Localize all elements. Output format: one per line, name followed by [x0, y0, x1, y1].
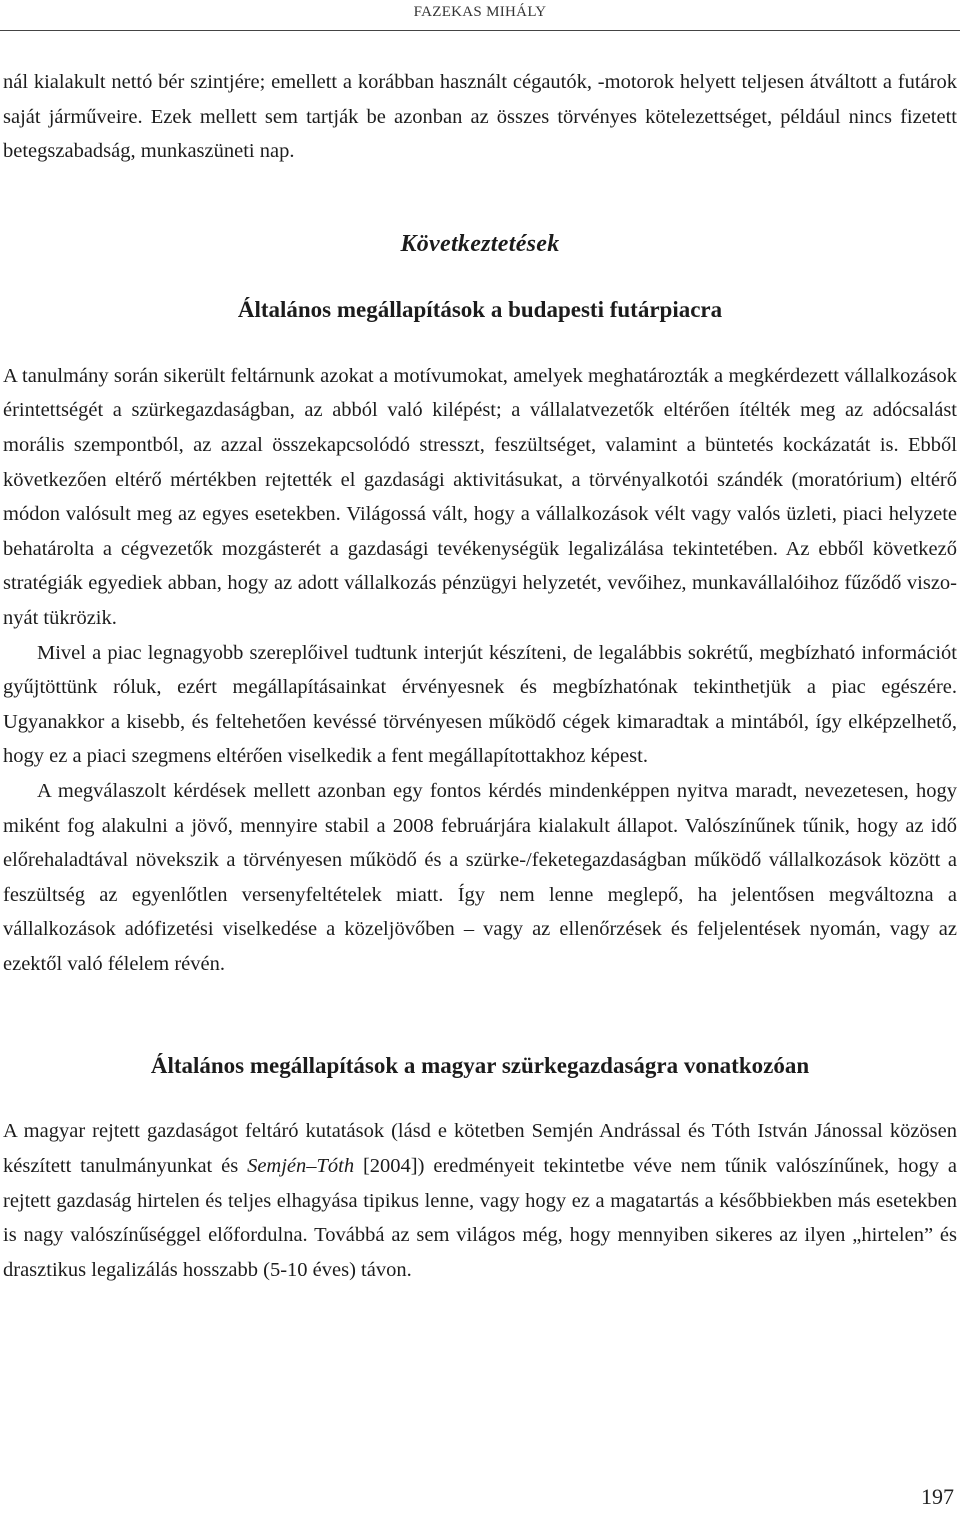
citation-authors: Semjén–Tóth	[247, 1155, 355, 1178]
running-head: FAZEKAS MIHÁLY	[413, 4, 547, 20]
body-paragraph-3: A megválaszolt kérdések mellett azonban egy fontos kérdés mindenképpen nyitva maradt, nevezetesen, hogy miként fog alakulni a jövő, mennyire stabil a 2008 februárjára kialakult állapot. Valószínűnek tűnik, hogy az idő előrehaladtával növekszik a törvényesen működő és a szürke-/feketegazdaságban működő vállalkozások között a feszültség az egyenlőtlen versenyfeltételek miatt. Így nem lenne meglepő, ha jelentősen megváltozna a vállalkozások adófizetési viselkedése a közeljövőben – vagy az ellenőrzések és feljelentések nyomán, vagy az ezektől való félelem révén.	[3, 779, 957, 975]
page-body	[3, 65, 957, 1287]
body-paragraph-1: A tanulmány során sikerült feltárnunk azokat a motívumokat, amelyek meghatározták a megkérdezett vállalkozások érintettségét a szürkegazdaságban, az abból való kilépést; a vállalatvezetők eltérően ítélték meg az adócsalást morális szempontból, az azzal összekapcsolódó stresszt, feszültséget, valamint a büntetés kockázatát is. Ebből következően eltérő mértékben rejtették el gazdasági aktivitásukat, a törvényalkotói szándék (moratórium) eltérő módon valósult meg az egyes esetekben. Világossá vált, hogy a vállalkozások vélt vagy valós üzleti, piaci helyzete behatárolta a cégvezetők mozgásterét a gazdasági tevékenységük legalizálása tekintetében. Az ebből következő stratégiák egyediek abban, hogy az adott vállalkozás pénzügyi helyzetét, vevőihez, munkavállalóihoz fűződő viszonyát tükrözik.	[3, 364, 957, 629]
header-rule	[0, 30, 960, 31]
body-paragraph-2: Mivel a piac legnagyobb szereplőivel tudtunk interjút készíteni, de legalábbis sokrétű, megbízható információt gyűjtöttünk róluk, ezért megállapításainkat érvényesnek és megbízhatónak tekinthetjük a piac egészére. Ugyanakkor a kisebb, és feltehetően kevéssé törvényesen működő cégek kimaradtak a mintából, így elképzelhető, hogy ez a piaci szegmens eltérően viselkedik a fent megállapítottakhoz képest.	[3, 641, 957, 768]
page-number: 197	[921, 1484, 954, 1509]
subsection-title-hungary: Általános megállapítások a magyar szürkegazdaságra vonatkozóan	[150, 1053, 810, 1079]
subsection-title-budapest: Általános megállapítások a budapesti futárpiacra	[237, 296, 723, 322]
intro-paragraph: nál kialakult nettó bér szintjére; emellett a korábban használt cégautók, -motorok helyett teljesen átváltott a futárok saját járműveire. Ezek mellett sem tartják be azonban az összes törvényes kötelezettséget, például nincs fizetett betegszabadság, munkaszüneti nap.	[3, 71, 957, 163]
body-paragraph-4	[3, 1114, 957, 1287]
section-title: Következtetések	[400, 230, 560, 257]
paragraph-4-text-end: [2004]) eredményeit tekintetbe véve nem tűnik valószínűnek, hogy a rejtett gazdaság hirtelen és teljes elhagyása tipikus lenne, vagy hogy ez a magatartás a későbbiekben más esetekben is nagy valószínűséggel előfordulna. Továbbá az sem világos még, hogy mennyiben sikeres az ilyen „hirtelen” és drasztikus legalizálás hosszabb (5-10 éves) távon.	[3, 1155, 958, 1281]
paragraph-4-text-start: A magyar rejtett gazdaságot feltáró kutatások (lásd e kötetben Semjén Andrással és Tóth István Jánossal közösen készített tanulmányunkat és	[3, 1120, 957, 1178]
